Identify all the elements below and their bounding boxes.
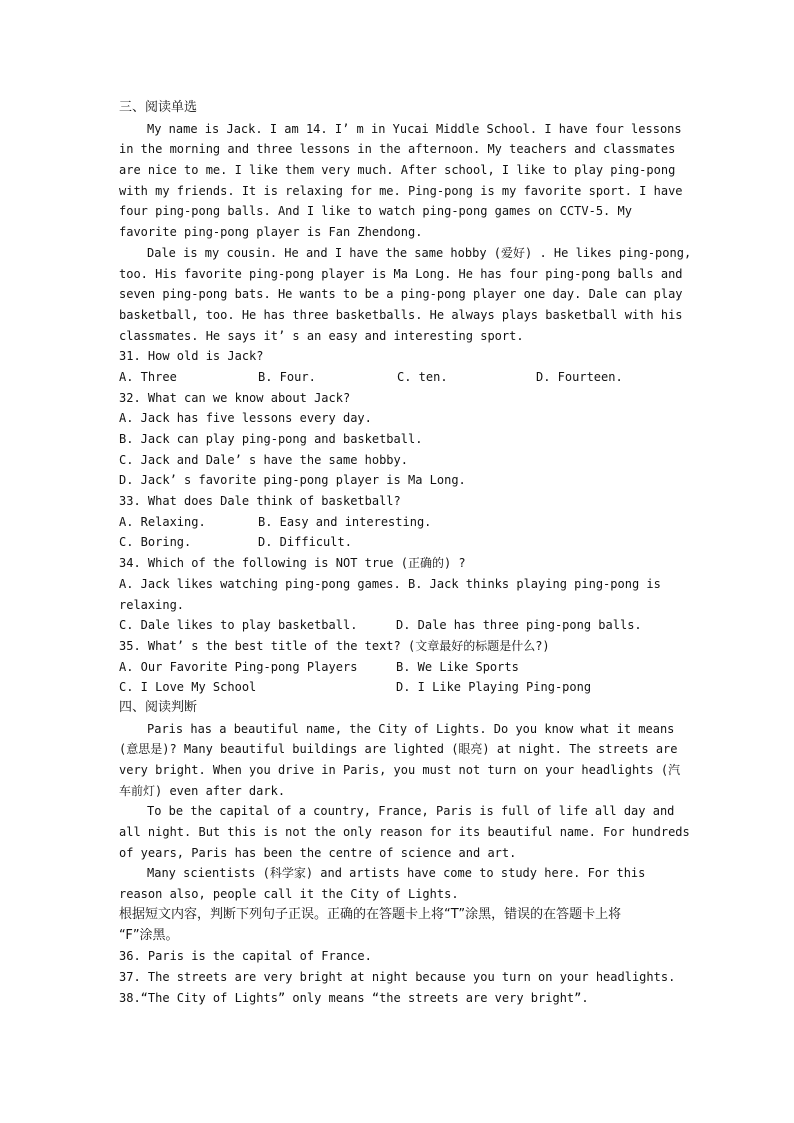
passage-line: basketball, too. He has three basketballs. He always plays basketball with his: [119, 307, 683, 322]
option-b: B. Four.: [258, 369, 316, 384]
option-a: A. Relaxing.: [119, 514, 206, 529]
options-row: [119, 677, 681, 698]
question-stem: 33. What does Dale think of basketball?: [119, 494, 401, 509]
passage-line: all night. But this is not the only reason for its beautiful name. For hundreds: [119, 825, 690, 840]
passage-line: in the morning and three lessons in the afternoon. My teachers and classmates: [119, 142, 676, 157]
option-b: B. Jack can play ping-pong and basketball.: [119, 432, 423, 446]
question-31: [119, 346, 681, 387]
option-b-continued: relaxing.: [119, 597, 185, 612]
option-b: B. We Like Sports: [396, 659, 519, 674]
question-stem: 31. How old is Jack?: [119, 349, 264, 364]
option-d: D. Fourteen.: [536, 369, 623, 384]
option-a: A. Jack has five lessons every day.: [119, 411, 372, 426]
passage-line: seven ping-pong bats. He wants to be a ping-pong player one day. Dale can play: [119, 287, 683, 302]
document-page: [119, 98, 692, 1008]
passage-line: reason also, people call it the City of Lights.: [119, 887, 459, 902]
passage-1-paragraph-1: [119, 119, 681, 243]
options-row: [119, 532, 681, 553]
passage-2-paragraph-2: [119, 801, 690, 863]
question-34: [119, 553, 681, 636]
question-36: 36. Paris is the capital of France.: [119, 949, 372, 964]
options-row: [119, 367, 681, 388]
passage-line: To be the capital of a country, France, Paris is full of life all day and: [147, 804, 675, 819]
passage-line: classmates. He says it’ s an easy and interesting sport.: [119, 328, 524, 343]
instruction-line: “F”涂黑。: [119, 927, 179, 943]
passage-line: of years, Paris has been the centre of science and art.: [119, 845, 517, 860]
option-d: D. Dale has three ping-pong balls.: [396, 618, 642, 633]
option-c: C. Jack and Dale’ s have the same hobby.: [119, 452, 408, 467]
options-row: [119, 615, 681, 636]
option-d: D. Difficult.: [258, 535, 352, 550]
option-a: A. Three: [119, 369, 177, 384]
passage-line: My name is Jack. I am 14. I’ m in Yucai Middle School. I have four lessons: [147, 121, 682, 136]
option-c: C. Boring.: [119, 535, 192, 550]
instruction-line: 根据短文内容，判断下列句子正误。正确的在答题卡上将“T”涂黑，错误的在答题卡上将: [119, 906, 622, 922]
passage-2-paragraph-3: [119, 863, 681, 904]
option-c: C. Dale likes to play basketball.: [119, 618, 358, 633]
option-a: A. Our Favorite Ping-pong Players: [119, 659, 358, 674]
passage-line: four ping-pong balls. And I like to watch ping-pong games on CCTV-5. My: [119, 204, 632, 219]
judgement-instruction: [119, 905, 681, 946]
passage-line: (意思是)? Many beautiful buildings are lighted (眼亮) at night. The streets are: [119, 742, 678, 757]
option-d: D. I Like Playing Ping-pong: [396, 680, 592, 695]
question-38: 38.“The City of Lights” only means “the streets are very bright”.: [119, 990, 589, 1005]
passage-line: very bright. When you drive in Paris, you must not turn on your headlights (汽: [119, 763, 681, 777]
question-stem: 35. What’ s the best title of the text? (文章最好的标题是什么?): [119, 638, 550, 653]
passage-line: too. His favorite ping-pong player is Ma Long. He has four ping-pong balls and: [119, 266, 683, 281]
question-32: [119, 388, 681, 491]
question-stem: 32. What can we know about Jack?: [119, 390, 351, 405]
options-row: [119, 657, 681, 678]
question-35: [119, 636, 681, 698]
question-stem: 34. Which of the following is NOT true (正确的) ?: [119, 556, 466, 571]
passage-line: 车前灯) even after dark.: [119, 783, 286, 798]
passage-line: are nice to me. I like them very much. After school, I like to play ping-pong: [119, 163, 676, 178]
option-c: C. I Love My School: [119, 680, 257, 695]
passage-1-paragraph-2: [119, 243, 692, 346]
passage-2-paragraph-1: [119, 719, 681, 802]
passage-line: Paris has a beautiful name, the City of Lights. Do you know what it means: [147, 721, 675, 736]
section-3-heading: 三、阅读单选: [119, 100, 198, 115]
option-d: D. Jack’ s favorite ping-pong player is Ma Long.: [119, 473, 466, 488]
passage-line: Dale is my cousin. He and I have the same hobby (爱好) . He likes ping-pong,: [147, 245, 692, 260]
question-33: [119, 491, 681, 553]
options-a-b: A. Jack likes watching ping-pong games. B. Jack thinks playing ping-pong is: [119, 576, 661, 591]
question-37: 37. The streets are very bright at night because you turn on your headlights.: [119, 969, 676, 984]
passage-line: with my friends. It is relaxing for me. Ping-pong is my favorite sport. I have: [119, 183, 683, 198]
options-row: [119, 512, 681, 533]
option-b: B. Easy and interesting.: [258, 514, 432, 529]
passage-line: favorite ping-pong player is Fan Zhendong.: [119, 225, 423, 240]
option-c: C. ten.: [397, 369, 448, 384]
passage-line: Many scientists (科学家) and artists have come to study here. For this: [147, 866, 646, 881]
section-4-heading: 四、阅读判断: [119, 699, 198, 715]
